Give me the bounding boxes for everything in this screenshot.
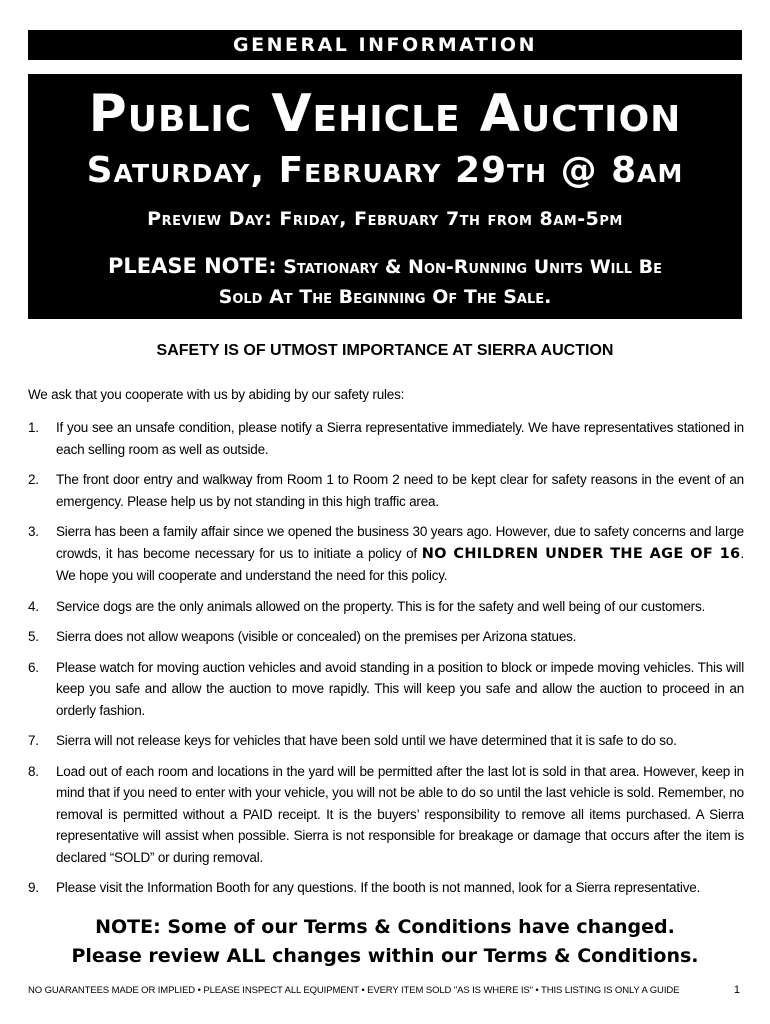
rule-text: Please visit the Information Booth for any questions. If the booth is not manned, look for a Sierra representative. — [56, 880, 701, 895]
rule-item — [28, 469, 744, 512]
rule-text: Sierra will not release keys for vehicles that have been sold until we have determined that it is safe to do so. — [56, 733, 677, 748]
section-header-bar — [28, 30, 742, 60]
rule-item — [28, 761, 744, 869]
rule-number: 3. — [28, 524, 39, 539]
please-note-line2: Sold At The Beginning Of The Sale. — [218, 286, 552, 308]
rule-text-before: Sierra has been a family affair since we opened the business 30 years ago. However, due to safety concerns and large crowds, it has become necessary for us to initiate a policy of — [56, 524, 744, 561]
rule-text: Service dogs are the only animals allowed on the property. This is for the safety and well being of our customers. — [56, 598, 706, 614]
rule-item — [28, 417, 744, 460]
terms-note-line2: Please review ALL changes within our Terms & Conditions. — [71, 945, 699, 967]
rule-text-after: . We hope you will cooperate and understand the need for this policy. — [56, 545, 744, 583]
rule-text: Please watch for moving auction vehicles and avoid standing in a position to block or impede moving vehicles. This will keep you safe and allow the auction to move rapidly. This will keep you safe and allow the auction to proceed in an orderly fashion. — [56, 659, 744, 718]
rule-item — [28, 626, 744, 648]
rule-text: If you see an unsafe condition, please notify a Sierra representative immediately. We have representatives stationed in each selling room as well as outside. — [56, 420, 744, 457]
terms-change-note — [0, 913, 770, 971]
rule-number: 1. — [28, 420, 39, 435]
safety-heading: SAFETY IS OF UTMOST IMPORTANCE AT SIERRA AUCTION — [156, 342, 614, 359]
please-note-text1: Stationary & Non-Running Units Will Be — [283, 256, 663, 278]
rule-item — [28, 877, 744, 899]
rule-number: 7. — [28, 733, 39, 748]
rule-text: Sierra does not allow weapons (visible or concealed) on the premises per Arizona statues. — [56, 629, 577, 644]
terms-note-line1: NOTE: Some of our Terms & Conditions have changed. — [95, 916, 675, 938]
rule-number: 6. — [28, 659, 39, 675]
rule-number: 4. — [28, 598, 39, 614]
auction-banner — [28, 74, 742, 319]
no-children-policy: NO CHILDREN UNDER THE AGE OF 16 — [421, 545, 741, 562]
rule-number: 8. — [28, 763, 39, 779]
auction-title: Public Vehicle Auction — [88, 84, 682, 144]
safety-rules-list — [28, 417, 744, 908]
rule-item — [28, 730, 744, 752]
page-number: 1 — [733, 984, 740, 996]
please-note-line1 — [28, 254, 742, 278]
rule-number: 2. — [28, 472, 39, 487]
rules-intro: We ask that you cooperate with us by abiding by our safety rules: — [28, 387, 405, 402]
section-header-text: GENERAL INFORMATION — [233, 34, 537, 56]
rule-item — [28, 657, 744, 722]
rule-number: 9. — [28, 880, 39, 895]
please-note-label: PLEASE NOTE: — [107, 254, 277, 278]
rule-item — [28, 596, 744, 618]
rule-item — [28, 521, 744, 587]
auction-date: Saturday, February 29th @ 8am — [86, 150, 684, 191]
footer-disclaimer: NO GUARANTEES MADE OR IMPLIED • PLEASE INSPECT ALL EQUIPMENT • EVERY ITEM SOLD "AS IS WHERE IS" • THIS LISTING IS ONLY A GUIDE — [28, 985, 680, 996]
rule-text: The front door entry and walkway from Room 1 to Room 2 need to be kept clear for safety reasons in the event of an emergency. Please help us by not standing in this high traffic area. — [56, 472, 744, 509]
rule-number: 5. — [28, 629, 39, 644]
preview-day: Preview Day: Friday, February 7th from 8am-5pm — [147, 208, 623, 230]
rule-text: Load out of each room and locations in the yard will be permitted after the last lot is sold in that area. However, keep in mind that if you need to enter with your vehicle, you will not be able to do so until the last vehicle is sold. Remember, no removal is permitted without a PAID receipt. It is the buyers’ responsibility to remove all items purchased. A Sierra representative will assist when possible. Sierra is not responsible for breakage or damage that occurs after the item is declared “SOLD” or during removal. — [56, 763, 744, 865]
